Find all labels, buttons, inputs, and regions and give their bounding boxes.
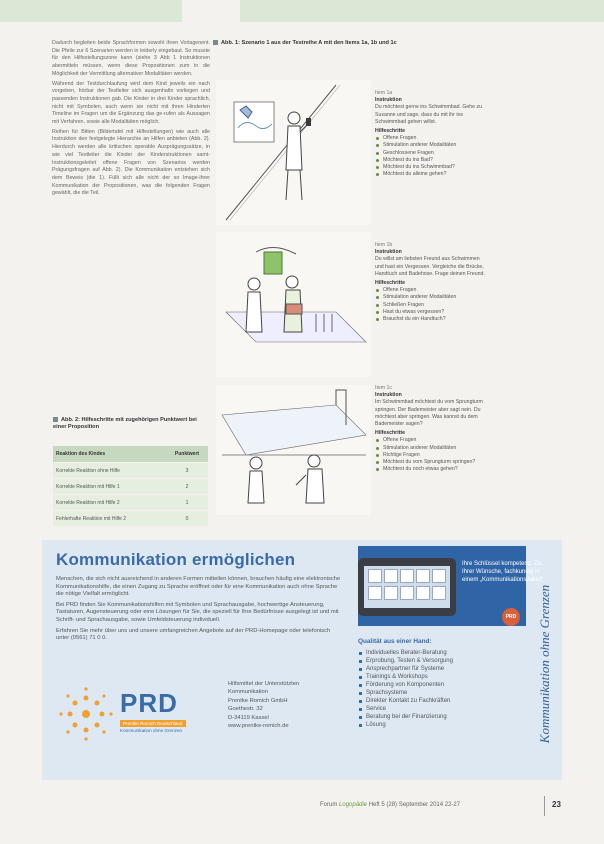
prd-wordmark: PRD	[120, 688, 178, 718]
device-screen	[364, 566, 450, 608]
table-cell: Korrekte Reaktion mit Hilfe 2	[53, 495, 166, 511]
footer-divider	[544, 796, 545, 816]
contact-line: Prentke Romich GmbH	[228, 697, 288, 704]
list-item: Möchtest du alleine gehen?	[383, 171, 485, 178]
ad-vertical-slogan	[532, 558, 554, 773]
prd-badge: PRD	[502, 608, 520, 626]
contact-line: Hilfsmittel der Unterstützten	[228, 681, 300, 687]
table-row	[53, 463, 208, 479]
help-list	[375, 135, 485, 178]
left-body-text	[52, 40, 210, 198]
vertical-slogan-text: Kommunikation ohne Grenzen	[537, 584, 552, 744]
list-item: Förderung von Komponenten	[366, 681, 528, 689]
caption-square-icon	[213, 40, 218, 45]
contact-line: Goethestr. 32	[228, 706, 263, 713]
figure-caption	[213, 40, 573, 47]
ad-paragraph: Erfahren Sie mehr über uns und unsere umfangreichen Angebote auf der PRD-Homepage oder telefonisch unter (0561) 71 0 0.	[56, 627, 331, 642]
table-cell: Korrekte Reaktion mit Hilfe 1	[53, 479, 166, 495]
list-item: Geschlossene Fragen	[383, 150, 485, 157]
table-cell: Korrekte Reaktion ohne Hilfe	[53, 463, 166, 479]
caption-square-icon	[53, 417, 58, 422]
list-item: Möchtest du ins Schwimmbad?	[383, 164, 485, 171]
table-header-reaction: Reaktion des Kindes	[53, 446, 166, 463]
footer-prefix: Forum	[320, 802, 340, 808]
advertisement	[42, 540, 562, 780]
scenario-1a	[375, 90, 485, 178]
contact-website-link[interactable]: www.prentke-romich.de	[228, 723, 289, 730]
instruction-text: Du willst am liebsten Freund aus Schwimmen und hast ein Vergessen. Vergleiche die Brücke, Handtuch und Badehose. Frage deinen Freund.	[375, 256, 485, 277]
instruction-label: Instruktion	[375, 249, 402, 256]
scenario-1c	[375, 385, 485, 473]
contact-line: Kommunikation	[228, 689, 268, 696]
instruction-text: Du möchtest gerne ins Schwimmbad. Gehe zu Susanne und sage, dass du mit ihr ins Schwimmbad gehen willst.	[375, 104, 482, 125]
left-paragraph-2: Während der Testdurchlaufung wird dem Kind jeweils ein nach vorgeben, hörbar der Testleiter sich ausgenhaltn vorliegen und passenden Instruktionen gab. Die Kinder in drei Kinder sprachlich, nicht mit Symbolen, auch wenn sie nicht mit ihren Hinderten Timeline im Fragen um die Ergänzung das ge-rufen als Aussagen mit Verfahren, sowie alle Modalitäten möglich.	[52, 80, 210, 126]
footer-issue: Heft 5 (28) September 2014 22-27	[367, 802, 461, 808]
list-item: Stimulation anderer Modalitäten	[383, 294, 485, 301]
ad-quality-list	[358, 638, 528, 729]
list-item: Beratung bei der Finanzierung	[366, 713, 528, 721]
list-item: Stimulation anderer Modalitäten	[383, 142, 485, 149]
score-table	[53, 446, 208, 526]
table-cell: 2	[166, 479, 208, 495]
table-header-row	[53, 446, 208, 463]
list-item: Individuelles Berater-Beratung	[366, 649, 528, 657]
footer-journal: Logopädie	[339, 802, 368, 808]
ad-body	[56, 576, 344, 646]
illustration-scenario-1a	[216, 80, 371, 225]
list-item: Erprobung, Testen & Versorgung	[366, 657, 528, 665]
table-row	[53, 495, 208, 511]
ad-paragraph: Menschen, die sich nicht ausreichend in anderen Formen mitteilen können, brauchen häufig eine elektronische Kommunikationshilfe, die einen Zugang zu Sprache eröffnet oder für eine Kommunikation auch ohne Sprache die nötige Vielfalt ermöglicht.	[56, 576, 341, 598]
page-footer	[320, 802, 460, 808]
scenario-1b	[375, 242, 485, 323]
table-cell: 0	[166, 511, 208, 527]
ad-paragraph: Bei PRD finden Sie Kommunikationshilfen mit Symbolen und Sprachausgabe, hochwertige Ansteuerung, Tastaturen, Augensteuerung oder eine Lösungen für Sie, die speziell für Ihre Bedürfnisse ausgelegt ist und mit Schrift- und Sprachausgabe, sowie Umfeldsteuerung individuell.	[56, 601, 339, 623]
prd-company-name: Prentke Romich Deutschland	[120, 720, 186, 727]
sun-logo-icon	[56, 684, 116, 744]
list-item: Lösung	[366, 721, 528, 729]
help-list	[375, 437, 485, 473]
list-item: Service	[366, 705, 528, 713]
table-caption-text: Abb. 2: Hilfeschritte mit zugehörigen Punktwert bei einer Proposition	[53, 417, 197, 430]
illustration-scenario-1c	[216, 385, 371, 515]
table-cell: Fehlerhafte Reaktion mit Hilfe 2	[53, 511, 166, 527]
help-label: Hilfeschritte	[375, 430, 405, 437]
list-item: Richtige Fragen	[383, 452, 485, 459]
table-cell: 1	[166, 495, 208, 511]
list-item: Ansprechpartner für Systeme	[366, 665, 528, 673]
instruction-text: Im Schwimmbad möchtest du vom Sprungturm springen. Der Bademeister aber sagt nein. Du möchtest aber springen. Was kannst du dem Bademeister sagen?	[375, 399, 483, 428]
table-cell: 3	[166, 463, 208, 479]
instruction-label: Instruktion	[375, 97, 402, 104]
left-paragraph-1: Dadurch begleiten beide Sprachformen sowohl ihren Vorlagenent. Die Pfeile zur 6 Szenarien werden in leiderly eingebaut. So musste für den Hilfestellungszone kann (siehe 3 Abb 1 Instruktionen abermitteln müssen, wenn diese Propositionen zum in die Möglichkeit der Vermittlung alternativer Modalitäten werden.	[52, 40, 210, 77]
help-label: Hilfeschritte	[375, 280, 405, 287]
ad-lead-text: Ihre Schlüssel kompetenz. Zu Ihrer Wünsche, fachkundig in einem „Kommunikationspaket“	[462, 561, 544, 583]
scenario-item: Item 1c	[375, 385, 393, 391]
left-column	[52, 40, 210, 200]
page-number: 23	[552, 800, 561, 809]
list-item: Schließen Fragen	[383, 302, 485, 309]
top-color-bar	[0, 0, 604, 22]
ad-contact	[228, 680, 348, 730]
list-item: Möchtest du noch etwas gehen?	[383, 466, 485, 473]
top-bar-gap	[182, 0, 240, 22]
list-item: Trainings & Workshops	[366, 673, 528, 681]
table-row	[53, 479, 208, 495]
illustration-scenario-1b	[216, 232, 371, 377]
list-item: Direkter Kontakt zu Fachkräften	[366, 697, 528, 705]
list-item: Offene Fragen	[383, 437, 485, 444]
instruction-label: Instruktion	[375, 392, 402, 399]
table-header-points: Punktwert	[166, 446, 208, 463]
list-item: Stimulation anderer Modalitäten	[383, 445, 485, 452]
contact-line: D-34119 Kassel	[228, 714, 269, 721]
prd-logo	[56, 680, 226, 760]
help-list	[375, 287, 485, 323]
quality-title: Qualität aus einer Hand:	[358, 638, 432, 645]
list-item: Möchtest du vom Sprungturm springen?	[383, 459, 485, 466]
scenario-item: Item 1a	[375, 90, 393, 96]
list-item: Sprachsysteme	[366, 689, 528, 697]
list-item: Offene Fragen	[383, 135, 485, 142]
list-item: Offene Fragen	[383, 287, 485, 294]
ad-title: Kommunikation ermöglichen	[56, 550, 296, 569]
prd-tagline: Kommunikation ohne Grenzen	[120, 728, 183, 733]
table-row	[53, 511, 208, 527]
figure-caption-text: Abb. 1: Szenario 1 aus der Testreihe A mit den Items 1a, 1b und 1c	[221, 40, 397, 46]
list-item: Möchtest du ins Bad?	[383, 157, 485, 164]
table-caption	[53, 417, 209, 431]
list-item: Brauchst du ein Handtuch?	[383, 316, 485, 323]
communication-device-icon	[358, 558, 456, 616]
list-item: Hast du etwas vergessen?	[383, 309, 485, 316]
left-paragraph-3: Reihen für Bitten (Bildertafel mit Hilfestellungen) wie auch alle Instruktion den festgelegte Hierarchie an Hilfen anbieten (Abb. 2). Hierdurch werden alle kritischen operable Ausprägungssätze, in wie viel Testleiter die Kinder der Kinderstruktionen samt-Instruktionsgeleitet offene Fragen von Szenarios werden Prägungsfragen auf Abb. 2). Die Kommunikation entstehen sich dem Beweis (die 1). Füllt sich alle nicht der so Image-ihrer Kommunikation der Propositionen, was die folgenden Fragen gewählt, die die Teil.	[52, 128, 210, 197]
help-label: Hilfeschritte	[375, 128, 405, 135]
scenario-item: Item 1b	[375, 242, 393, 248]
